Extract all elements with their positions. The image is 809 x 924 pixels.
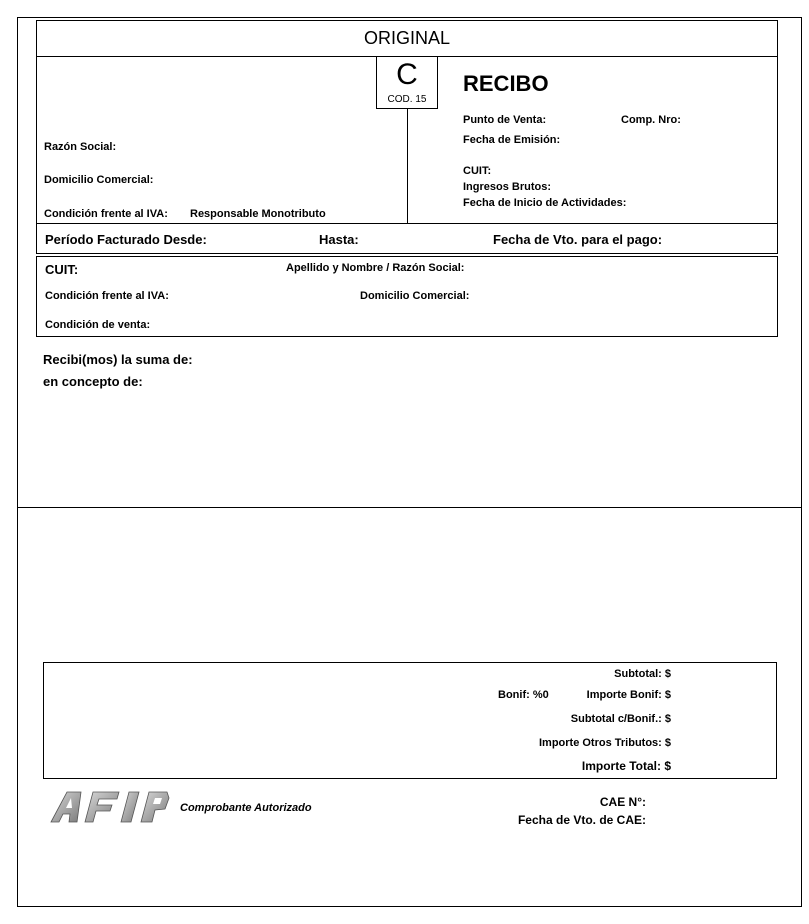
totals-importe-total: Importe Total: $: [581, 759, 671, 773]
voucher-code: COD. 15: [387, 94, 427, 105]
issuer-condicion-label: Condición frente al IVA:: [44, 208, 168, 220]
voucher-letter: C: [396, 58, 418, 91]
issuer-condicion-value: Responsable Monotributo: [190, 208, 326, 220]
afip-logo: [49, 790, 171, 824]
issuer-punto-venta: Punto de Venta:: [463, 114, 547, 126]
client-condicion-iva: Condición frente al IVA:: [45, 290, 169, 302]
footer-cae: CAE N°:: [599, 795, 646, 809]
body-concepto: en concepto de:: [43, 374, 143, 389]
issuer-cuit: CUIT:: [463, 165, 492, 177]
issuer-divider: [407, 108, 408, 224]
period-vto: Fecha de Vto. para el pago:: [493, 232, 663, 247]
totals-otros-tributos: Importe Otros Tributos: $: [538, 737, 671, 749]
period-hasta: Hasta:: [319, 232, 359, 247]
issuer-fecha-emision: Fecha de Emisión:: [463, 134, 561, 146]
body-recibi: Recibi(mos) la suma de:: [43, 352, 193, 367]
totals-importe-bonif: Importe Bonif: $: [586, 689, 671, 701]
footer-cae-vto: Fecha de Vto. de CAE:: [517, 813, 646, 827]
issuer-ingresos-brutos: Ingresos Brutos:: [463, 181, 552, 193]
issuer-fecha-inicio: Fecha de Inicio de Actividades:: [463, 197, 627, 209]
client-condicion-venta: Condición de venta:: [45, 319, 151, 331]
issuer-comp-nro: Comp. Nro:: [621, 114, 681, 126]
copy-label: ORIGINAL: [363, 28, 451, 48]
voucher-type: RECIBO: [463, 71, 549, 96]
client-domicilio: Domicilio Comercial:: [360, 290, 470, 302]
totals-bonif-pct: Bonif: %0: [498, 689, 549, 701]
issuer-domicilio: Domicilio Comercial:: [44, 174, 154, 186]
totals-subtotal: Subtotal: $: [614, 668, 671, 680]
issuer-razon-social: Razón Social:: [44, 141, 117, 153]
client-cuit: CUIT:: [45, 262, 79, 277]
period-desde: Período Facturado Desde:: [45, 232, 207, 247]
totals-subtotal-bonif: Subtotal c/Bonif.: $: [570, 713, 671, 725]
client-apellido: Apellido y Nombre / Razón Social:: [286, 262, 465, 274]
page-divider: [17, 507, 802, 508]
footer-autorizado: Comprobante Autorizado: [180, 802, 312, 814]
